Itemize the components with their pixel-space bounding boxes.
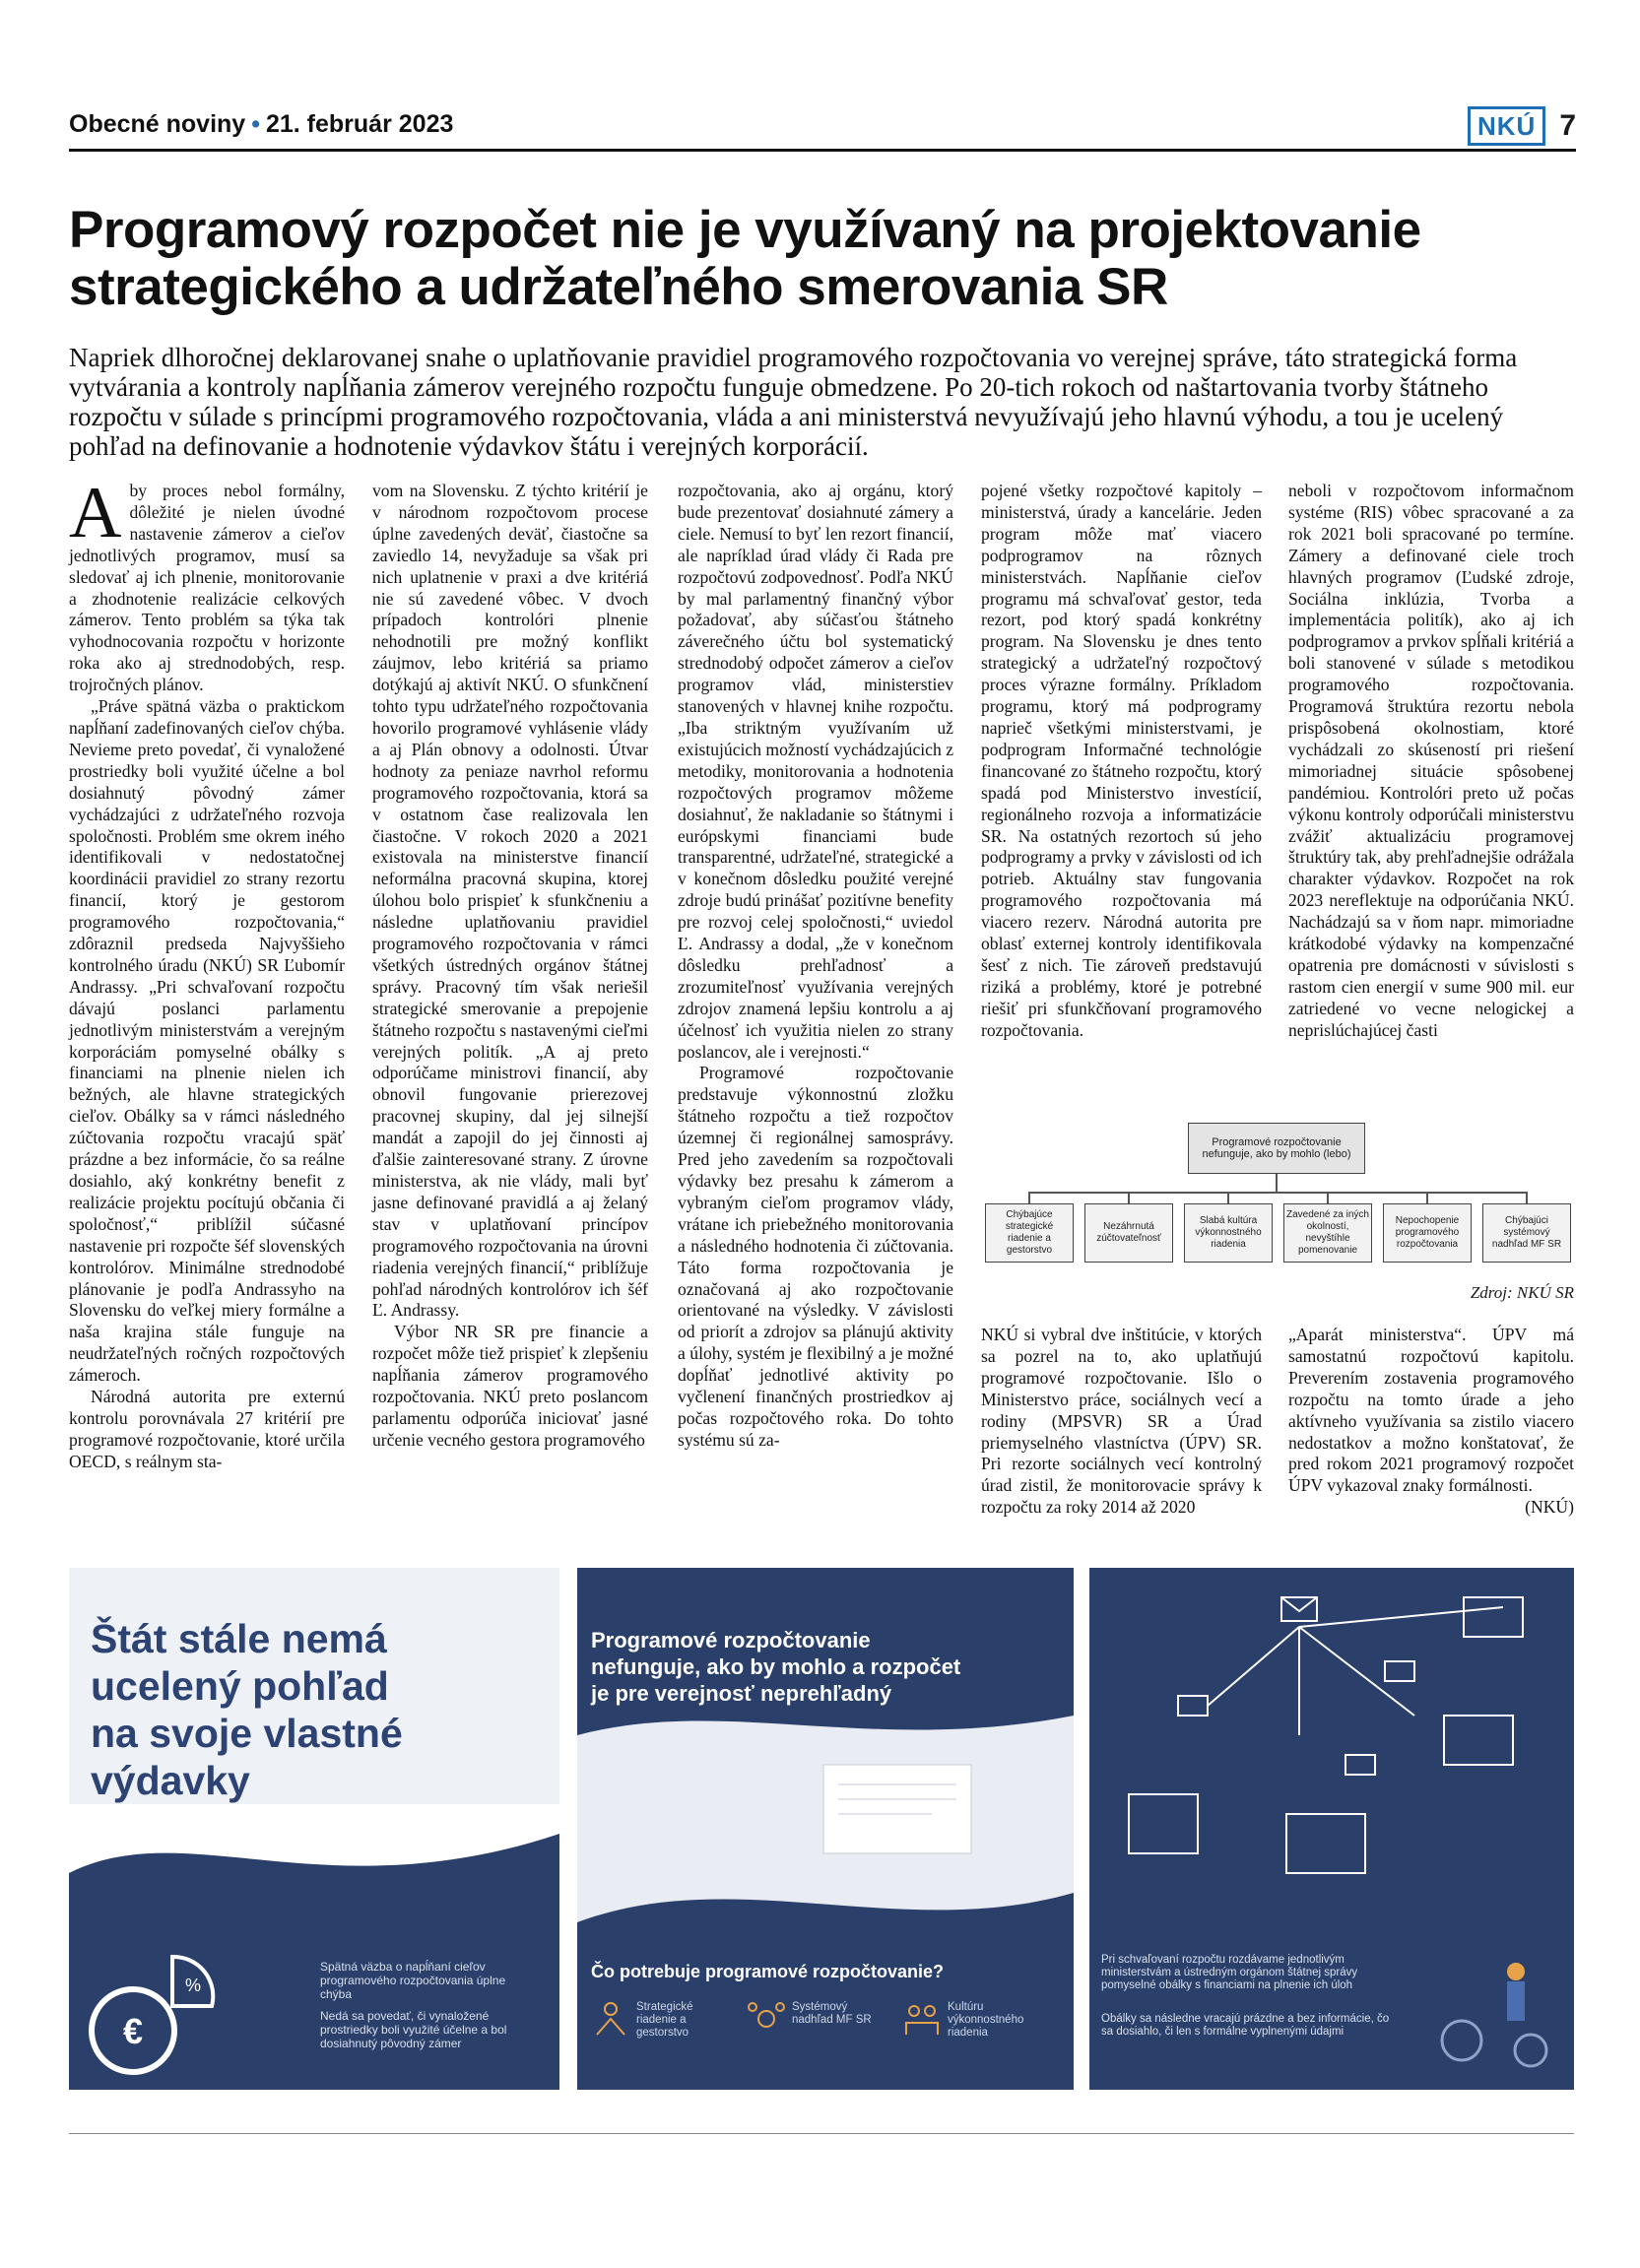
infographic-panel-3 (1089, 1568, 1574, 2090)
paragraph: Národná autorita pre externú kontrolu porovnávala 27 kritérií pre programové rozpočtovanie, ktoré určila OECD, s reálnym sta- (69, 1387, 345, 1471)
need-item-1: Strategické riadenie a gestorstvo (636, 2001, 693, 2039)
diagram-item: Nezáhrnutá zúčtovateľnosť (1084, 1203, 1173, 1263)
paragraph: NKÚ si vybral dve inštitúcie, v ktorých sa pozrel na to, ako uplatňujú programové rozpočtovanie. Išlo o Ministerstvo práce, sociálnych vecí a rodiny (MPSVR) SR a Úrad priemyselného vlastníctva (ÚPV) SR. Pri rezorte sociálnych vecí kontrolný úrad zistil, že monitorovacie správy k rozpočtu za roky 2014 až 2020 (981, 1325, 1262, 1518)
title-line: Štát stále nemá (91, 1616, 387, 1661)
paragraph: rozpočtovania, ako aj orgánu, ktorý bude prezentovať dosiahnuté zámery a ciele. Nemusí to byť len rezort financií, ale napríklad úrad vlády či Rada pre rozpočtovú zodpovednosť. Podľa NKÚ by mal parlamentný finančný výbor požadovať, aby súčasťou štátneho záverečného účtu bol systematický strednodobý odpočet zámerov a cieľov programov vlád, ministerstiev stanovených v hlavnej knihe rozpočtu. „Iba striktným využívaním už existujúcich možností vychádzajúcich z metodiky, monitorovania a hodnotenia rozpočtových programov môžeme dosiahnuť, že nakladanie so štátnymi i európskymi financiami bude transparentné, udržateľné, strategické a v konečnom dôsledku použité verejné zdroje budú prinášať pozitívne benefity pre rozvoj celej spoločnosti,“ uviedol Ľ. Andrassy a dodal, „že v konečnom dôsledku prehľadnosť a zrozumiteľnosť využívania verejných zdrojov znamená lepšiu kontrolu a aj účelnosť ich využitia nielen zo strany poslancov, ale i verejnosti.“ (678, 481, 953, 1062)
publication-name: Obecné noviny (69, 110, 246, 138)
paragraph: vom na Slovensku. Z týchto kritérií je v národnom rozpočtovom procese úplne zavedených deväť, čiastočne sa zaviedlo 14, nevyžaduje sa však pri nich uplatnenie v praxi a dve kritériá nie sú zavedené vôbec. V dvoch prípadoch kontrolóri plnenie nehodnotili pre možný konflikt záujmov, lebo kritériá sa priamo dotýkajú aj aktivít NKÚ. O sfunkčnení tohto typu udržateľného rozpočtovania hovorilo programové vyhlásenie vlády a aj Plán obnovy a odolnosti. Útvar hodnoty za peniaze navrhol reformu programového rozpočtovania, ktorá sa v ostatnom čase realizovala len čiastočne. V rokoch 2020 a 2021 existovala na ministerstve financií neformálna pracovná skupina, ktorej úlohou bolo prispieť k sfunkčneniu a následne uplatňovaniu pravidiel programového rozpočtovania v rámci všetkých ústredných orgánov štátnej správy. Pracovný tím však neriešil strategické smerovanie a prepojenie štátneho rozpočtu s nastavenými cieľmi verejných politík. „A aj preto odporúčame ministrovi financií, aby obnovil fungovanie prierezovej pracovnej skupiny, dal jej silnejší mandát a zapojil do jej činnosti aj ďalšie zainteresované strany. Z úrovne ministerstva, ak nie vlády, mali byť jasne definované pravidlá a aj želaný stav v uplatňovaní princípov programového rozpočtovania na úrovni riadenia verejných financií,“ priblížuje pohľad národných kontrolórov ich šéf Ľ. Andrassy. (372, 481, 648, 1321)
title-line: nefunguje, ako by mohlo a rozpočet (591, 1654, 961, 1679)
paragraph: „Práve spätná väzba o praktickom napĺňaní zadefinovaných cieľov chýba. Nevieme preto povedať, či vynaložené prostriedky boli využité účelne a bol dosiahnutý pôvodný zámer vychádzajúci z udržateľného rozvoja spoločnosti. Problém sme okrem iného identifikovali v nedostatočnej koordinácii pravidiel zo strany rezortu financií, ktorý je gestorom programového rozpočtovania,“ zdôraznil predseda Najvyššieho kontrolného úradu (NKÚ) SR Ľubomír Andrassy. „Pri schvaľovaní rozpočtu dávajú poslanci parlamentu jednotlivým ministerstvám a verejným korporáciám pomyselné obálky s financiami na plnenie nielen ich bežných, ale hlavne strategických cieľov. Obálky sa v rámci následného zúčtovania rozpočtu vracajú späť prázdne a bez informácie, čo sa reálne dosiahlo, aký konkrétny benefit z realizácie projektu pocítujú občania či spoločnosť,“ priblížil súčasné nastavenie pri rozpočte šéf slovenských kontrolórov. Minimálne strednodobé plánovanie je podľa Andrassyho na Slovensku do veľkej miery formálne a naša krajina stále funguje na neudržateľných ročných rozpočtových zámeroch. (69, 696, 345, 1386)
diagram-item: Zavedené za iných okolností, nevyštíhle pomenovanie (1283, 1203, 1372, 1263)
diagram-root-box: Programové rozpočtovanie nefunguje, ako by mohlo (lebo) (1188, 1123, 1365, 1174)
diagram-item: Chýbajúci systémový nadhľad MF SR (1482, 1203, 1571, 1263)
paragraph: pojené všetky rozpočtové kapitoly – ministerstvá, úrady a kancelárie. Jeden program môže mať viacero podprogramov na rôznych ministerstvách. Napĺňanie cieľov programu má schvaľovať gestor, teda rezort, pod ktorý spadá konkrétny program. Na Slovensku je dnes tento strategický a udržateľný rozpočtový proces výrazne formálny. Príkladom programu, ktorý má podprogramy naprieč všetkými ministerstvami, je podprogram Informačné technológie financované zo štátneho rozpočtu, ktorý spadá pod Ministerstvo investícií, regionálneho rozvoja a informatizácie SR. Na ostatných rezortoch sú jeho podprogramy a prvky v závislosti od ich potrieb. Aktuálny stav fungovania programového rozpočtovania má viacero rezerv. Národná autorita pre oblasť externej kontroly identifikovala šesť z nich. Tie zároveň predstavujú riziká a problémy, ktoré je potrebné riešiť pri sfunkčňovaní programového rozpočtovania. (981, 481, 1262, 1040)
strategy-icon (591, 1999, 630, 2039)
buildings-envelopes-illustration (1089, 1568, 1574, 1932)
diagram-source: Zdroj: NKÚ SR (1470, 1283, 1574, 1302)
diagram-connector (1028, 1192, 1030, 1203)
svg-text:%: % (185, 1976, 202, 1995)
diagram-connector (1276, 1174, 1278, 1192)
column-3 (678, 481, 953, 1452)
nku-logo: NKÚ (1468, 106, 1545, 146)
masthead (69, 106, 1576, 152)
people-network-icon (747, 1999, 786, 2039)
article-headline: Programový rozpočet nie je využívaný na projektovanie strategického a udržateľného smerovania SR (69, 201, 1421, 316)
need-item-3: Kultúru výkonnostného riadenia (948, 2001, 1024, 2039)
org-diagram (981, 1118, 1574, 1305)
infographic-3-text-1: Pri schvaľovaní rozpočtu rozdávame jednotlivým ministerstvám a ústredným orgánom štátnej správy pomyselné obálky s financiami na plnenie ich úloh (1101, 1954, 1358, 1991)
need-item-2: Systémový nadhľad MF SR (792, 2001, 872, 2026)
diagram-connector (1227, 1192, 1229, 1203)
column-5-lower (1288, 1325, 1574, 1519)
title-line: Programové rozpočtovanie (591, 1628, 871, 1652)
title-line: je pre verejnosť neprehľadný (591, 1681, 892, 1706)
title-line: na svoje vlastné (91, 1711, 403, 1756)
people-gears-illustration (1422, 1942, 1570, 2080)
diagram-item: Chýbajúce strategické riadenie a gestorstvo (985, 1203, 1074, 1263)
infographic-1-title (91, 1615, 403, 1804)
diagram-connector (1426, 1192, 1428, 1203)
svg-text:€: € (122, 2011, 144, 2051)
paragraph (69, 473, 345, 696)
infographic-panel-1 (69, 1568, 559, 2090)
paragraph-text: by proces nebol formálny, dôležité je nielen úvodné nastavenie zámerov a cieľov jednotlivých programov, musí sa sledovať aj ich plnenie, monitorovanie a zhodnotenie realizácie celkových zámerov. Tento problém sa týka tak vyhodnocovania rozpočtu v horizonte roka ako aj strednodobých, resp. trojročných plánov. (69, 481, 345, 695)
paragraph: „Aparát ministerstva“. ÚPV má samostatnú rozpočtovú kapitolu. Preverením zostavenia programového rozpočtu na tomto úrade a jeho aktívneho využívania sa zistilo viacero nedostatkov a možno konštatovať, že pred rokom 2021 programový rozpočet ÚPV vykazoval znaky formálnosti. (1288, 1325, 1574, 1496)
diagram-item: Nepochopenie programového rozpočtovania (1383, 1203, 1472, 1263)
publication-line (69, 110, 453, 139)
issue-date: 21. február 2023 (265, 110, 454, 138)
paragraph: Programové rozpočtovanie predstavuje výkonnostnú zložku štátneho rozpočtu a tiež rozpočtov územnej či regionálnej samosprávy. Pred jeho zavedením sa rozpočtovali výdavky bez presahu k zámerom a vybraným cieľom programov vlády, vrátane ich priebežného monitorovania a následného hodnotenia či zúčtovania. Táto forma rozpočtovania je označovaná aj ako rozpočtovanie orientované na výsledky. V závislosti od priorít a zdrojov sa plánujú aktivity a úlohy, systém je flexibilný a je možné dopĺňať jednotlivé aktivity po vyčlenení finančných prostriedkov aj počas rozpočtového roka. Do tohto systému sú za- (678, 1063, 953, 1450)
diagram-connector (1128, 1192, 1130, 1203)
page-number: 7 (1559, 109, 1576, 142)
column-1 (69, 473, 345, 1473)
author-signature: (NKÚ) (1525, 1497, 1574, 1518)
euro-pie-icon (79, 1947, 217, 2085)
diagram-connector (1028, 1192, 1527, 1194)
infographic-panel-2 (577, 1568, 1074, 2090)
infographic-3-text-2: Obálky sa následne vracajú prázdne a bez informácie, čo sa dosiahlo, či len s formálne vyplnenými údajmi (1101, 2013, 1390, 2038)
title-line: ucelený pohľad (91, 1663, 389, 1709)
dropcap: A (69, 473, 122, 553)
bottom-rule (69, 2133, 1574, 2134)
paragraph: neboli v rozpočtovom informačnom systéme (RIS) vôbec spracované a za rok 2021 boli spracované po termíne. Zámery a definované ciele troch hlavných programov (Ľudské zdroje, Sociálna inklúzia, Tvorba a implementácia politík), ako aj ich podprogramov a prvkov spĺňali kritériá a boli stanovené v súlade s metodikou programového rozpočtovania. Programová štruktúra rezortu nebola prispôsobená okolnostiam, ktoré vychádzali zo skúseností pri riešení mimoriadnej situácie spôsobenej pandémiou. Kontrolóri preto už počas výkonu kontroly odporúčali ministerstvu zvážiť aktualizáciu programovej štruktúry tak, aby prehľadnejšie odrážala charakter výdavkov. Rozpočet na rok 2023 nereflektuje na odporúčania NKÚ. Nachádzajú sa v ňom napr. mimoriadne krátkodobé výdavky na kompenzačné opatrenia pre domácnosti v súvislosti s rastom cien energií v sume 900 mil. eur zatriedené vo vecne nelogickej a neprislúchajúcej časti (1288, 481, 1574, 1040)
document-photo-band (577, 1696, 1074, 1952)
diagram-connector (1526, 1192, 1528, 1203)
paragraph: Výbor NR SR pre financie a rozpočet môže tiež prispieť k zlepšeniu napĺňania zámerov programového rozpočtovania. NKÚ preto poslancom parlamentu odporúča iniciovať jasné určenie vecného gestora programového (372, 1322, 648, 1450)
column-2 (372, 481, 648, 1452)
infographic-1-text-1: Spätná väzba o napĺňaní cieľov programového rozpočtovania úplne chýba (320, 1960, 506, 2001)
team-icon (902, 1999, 942, 2039)
infographic-2-subtitle: Čo potrebuje programové rozpočtovanie? (591, 1962, 945, 1981)
column-5 (1288, 481, 1574, 1042)
diagram-connector (1327, 1192, 1329, 1203)
title-line: výdavky (91, 1758, 250, 1803)
infographic-1-text-2: Nedá sa povedať, či vynaložené prostriedky boli využité účelne a bol dosiahnutý pôvodný zámer (320, 2009, 507, 2050)
separator-dot: • (251, 110, 260, 138)
column-4-lower (981, 1325, 1262, 1519)
diagram-item: Slabá kultúra výkonnostného riadenia (1184, 1203, 1273, 1263)
column-4 (981, 481, 1262, 1042)
infographic-2-title (591, 1627, 960, 1707)
article-lead: Napriek dlhoročnej deklarovanej snahe o uplatňovanie pravidiel programového rozpočtovania vo verejnej správe, táto strategická forma vytvárania a kontroly napĺňania zámerov verejného rozpočtu funguje obmedzene. Po 20-tich rokoch od naštartovania tvorby štátneho rozpočtu v súlade s princípmi programového rozpočtovania, vláda a ani ministerstvá nevyužívajú jeho hlavnú výhodu, a tou je ucelený pohľad na definovanie a hodnotenie výdavkov štátu i verejných korporácií. (69, 343, 1518, 461)
